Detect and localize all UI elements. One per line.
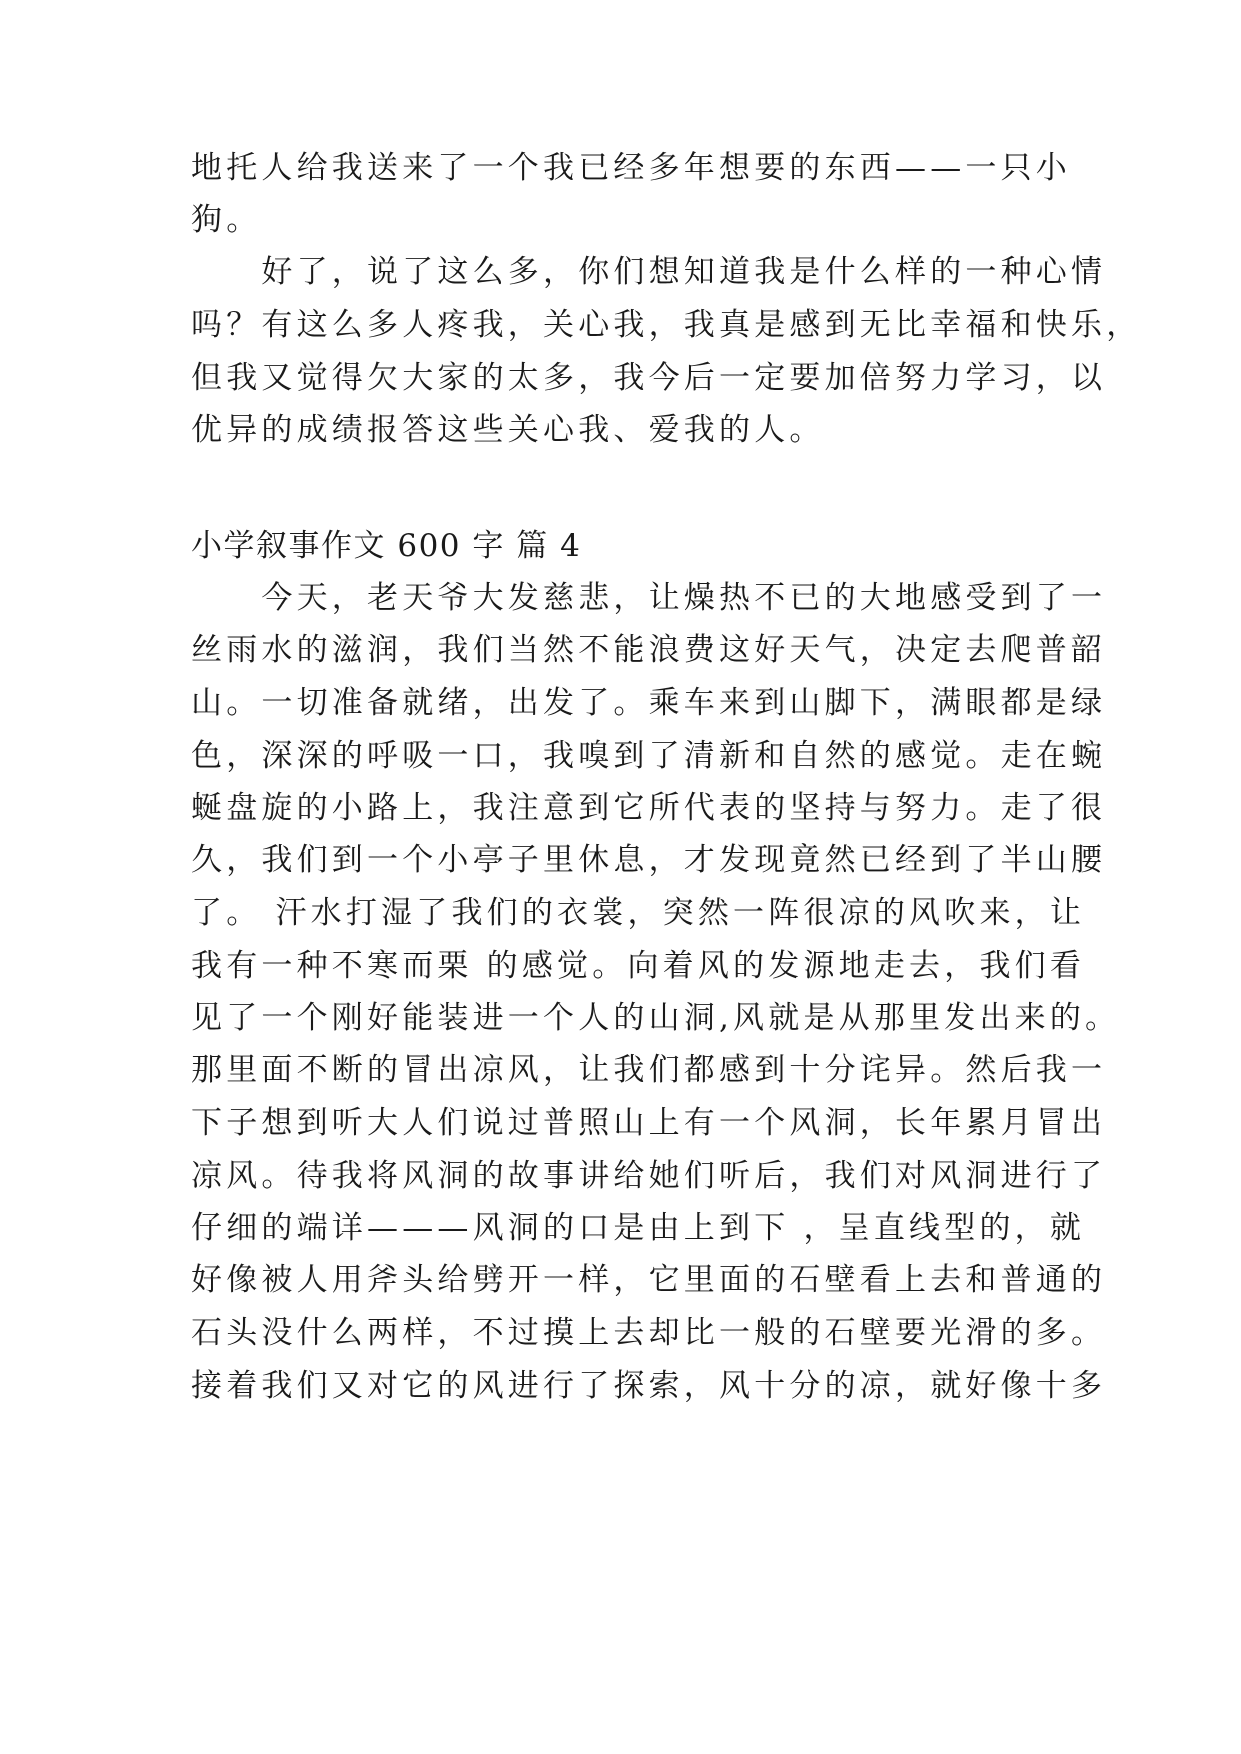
text-line: 山。一切准备就绪，出发了。乘车来到山脚下，满眼都是绿 [191, 685, 1107, 721]
text-line: 久，我们到一个小亭子里休息，才发现竟然已经到了半山腰 [191, 842, 1107, 878]
text-line: 狗。 [191, 202, 262, 238]
text-line: 好像被人用斧头给劈开一样，它里面的石壁看上去和普通的 [191, 1262, 1107, 1298]
text-line: 接着我们又对它的风进行了探索，风十分的凉，就好像十多 [191, 1368, 1107, 1404]
section-heading: 小学叙事作文 600 字 篇 4 [191, 528, 582, 564]
text-line: 那里面不断的冒出凉风，让我们都感到十分诧异。然后我一 [191, 1052, 1107, 1088]
text-line: 我有一种不寒而栗 的感觉。向着风的发源地走去，我们看 [191, 948, 1086, 984]
text-line: 凉风。待我将风洞的故事讲给她们听后，我们对风洞进行了 [191, 1158, 1107, 1194]
text-line: 仔细的端详———风洞的口是由上到下 ，呈直线型的，就 [191, 1210, 1086, 1246]
text-line: 石头没什么两样，不过摸上去却比一般的石壁要光滑的多。 [191, 1315, 1107, 1351]
text-line: 今天，老天爷大发慈悲，让燥热不已的大地感受到了一 [191, 580, 1107, 616]
text-line: 了。 汗水打湿了我们的衣裳，突然一阵很凉的风吹来，让 [191, 895, 1086, 931]
text-line: 优异的成绩报答这些关心我、爱我的人。 [191, 412, 825, 448]
text-line: 吗？有这么多人疼我，关心我，我真是感到无比幸福和快乐， [191, 307, 1142, 343]
text-line: 但我又觉得欠大家的太多，我今后一定要加倍努力学习，以 [191, 360, 1107, 396]
text-line: 色，深深的呼吸一口，我嗅到了清新和自然的感觉。走在蜿 [191, 738, 1107, 774]
text-line: 地托人给我送来了一个我已经多年想要的东西——一只小 [191, 150, 1071, 186]
text-line: 下子想到听大人们说过普照山上有一个风洞，长年累月冒出 [191, 1105, 1107, 1141]
text-line: 蜒盘旋的小路上，我注意到它所代表的坚持与努力。走了很 [191, 790, 1107, 826]
text-line: 好了，说了这么多，你们想知道我是什么样的一种心情 [191, 254, 1107, 290]
text-line: 见了一个刚好能装进一个人的山洞,风就是从那里发出来的。 [191, 1000, 1121, 1036]
text-line: 丝雨水的滋润，我们当然不能浪费这好天气，决定去爬普韶 [191, 632, 1107, 668]
